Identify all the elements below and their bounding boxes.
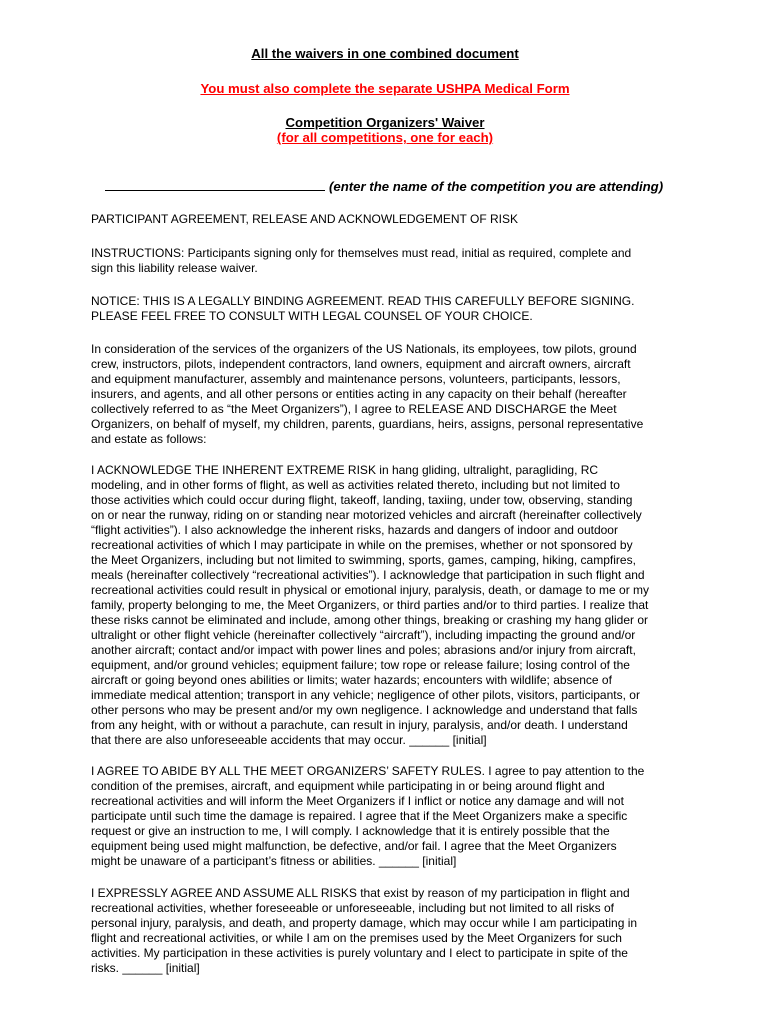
text-line: other persons who may be present and/or my own negligence. I acknowledge and understand that falls xyxy=(91,703,638,717)
waiver-subtitle: (for all competitions, one for each) xyxy=(276,130,494,145)
text-line: flight and recreational activities, or while I am on the premises used by the Meet Organizers for such xyxy=(91,931,622,945)
text-line: recreational activities of which I may participate in while on the premises, whether or not sponsored by xyxy=(91,538,633,552)
text-line: I ACKNOWLEDGE THE INHERENT EXTREME RISK in hang gliding, ultralight, paragliding, RC xyxy=(91,463,599,477)
text-line: risks. ______ [initial] xyxy=(91,961,200,975)
instructions-paragraph xyxy=(91,246,691,276)
competition-name-line xyxy=(105,179,663,194)
text-line: recreational activities, whether foreseeable or unforeseeable, including but not limited to all risks of xyxy=(91,901,614,915)
text-line: and estate as follows: xyxy=(91,432,207,446)
competition-name-instruction: (enter the name of the competition you are attending) xyxy=(329,179,664,194)
text-line: aircraft or going beyond ones abilities or limits; water hazards; encounters with wildlife; absence of xyxy=(91,673,612,687)
text-line: those activities which could occur during flight, takeoff, landing, taxiing, under tow, observing, standing xyxy=(91,493,633,507)
text-line: family, property belonging to me, the Meet Organizers, or third parties and/or to third parties. I realize that xyxy=(91,598,649,612)
text-line: INSTRUCTIONS: Participants signing only for themselves must read, initial as required, complete and xyxy=(91,246,632,260)
text-line: PARTICIPANT AGREEMENT, RELEASE AND ACKNOWLEDGEMENT OF RISK xyxy=(91,212,518,226)
competition-name-field[interactable] xyxy=(105,179,325,191)
text-line: personal injury, paralysis, and death, and property damage, which may occur while I am participating in xyxy=(91,916,638,930)
text-line: immediate medical attention; transport in any vehicle; negligence of other pilots, visitors, participants, or xyxy=(91,688,640,702)
text-line: Organizers, on behalf of myself, my children, parents, guardians, heirs, assigns, personal representative xyxy=(91,417,644,431)
text-line: sign this liability release waiver. xyxy=(91,261,258,275)
text-line: these risks cannot be eliminated and include, among other things, breaking or crashing my hang glider or xyxy=(91,613,648,627)
text-line: meals (hereinafter collectively “recreational activities”). I acknowledge that participation in such flight and xyxy=(91,568,645,582)
assume-risks-paragraph xyxy=(91,886,691,976)
medical-form-notice[interactable]: You must also complete the separate USHPA Medical Form xyxy=(200,81,570,96)
consideration-paragraph xyxy=(91,342,691,447)
text-line: and equipment manufacturer, assembly and maintenance persons, volunteers, participants, lessors, xyxy=(91,372,621,386)
text-line: I AGREE TO ABIDE BY ALL THE MEET ORGANIZERS’ SAFETY RULES. I agree to pay attention to the xyxy=(91,764,645,778)
text-line: equipment, and/or ground vehicles; equipment failure; tow rope or release failure; losing control of the xyxy=(91,658,630,672)
text-line: that there are also unforeseeable accidents that may occur. ______ [initial] xyxy=(91,733,487,747)
text-line: ultralight or other flight vehicle (hereinafter collectively “aircraft”), including impacting the ground and/or xyxy=(91,628,636,642)
text-line: might be unaware of a participant’s fitness or abilities. ______ [initial] xyxy=(91,854,457,868)
document-title: All the waivers in one combined document xyxy=(251,46,519,61)
text-line: activities. My participation in these activities is purely voluntary and I elect to participate in spite of the xyxy=(91,946,628,960)
text-line: recreational activities could result in physical or emotional injury, paralysis, death, or damage to me or my xyxy=(91,583,650,597)
text-line: another aircraft; contact and/or impact with power lines and poles; abrasions and/or injury from aircraft, xyxy=(91,643,636,657)
waiver-title: Competition Organizers' Waiver xyxy=(285,115,485,130)
text-line: recreational activities and will inform the Meet Organizers if I inflict or notice any damage and will not xyxy=(91,794,624,808)
agreement-heading xyxy=(91,212,691,227)
text-line: PLEASE FEEL FREE TO CONSULT WITH LEGAL COUNSEL OF YOUR CHOICE. xyxy=(91,309,533,323)
text-line: insurers, and agents, and all other persons or entities acting in any capacity on their behalf (hereafter xyxy=(91,387,627,401)
notice-paragraph xyxy=(91,294,691,324)
text-line: NOTICE: THIS IS A LEGALLY BINDING AGREEMENT. READ THIS CAREFULLY BEFORE SIGNING. xyxy=(91,294,635,308)
text-line: equipment being used might malfunction, be defective, and/or fail. I agree that the Meet Organizers xyxy=(91,839,617,853)
text-line: collectively referred to as “the Meet Organizers”), I agree to RELEASE AND DISCHARGE the Meet xyxy=(91,402,617,416)
text-line: condition of the premises, aircraft, and equipment while participating in or being around flight and xyxy=(91,779,605,793)
safety-rules-paragraph xyxy=(91,764,691,869)
text-line: from any height, with or without a parachute, can result in injury, paralysis, and/or death. I understand xyxy=(91,718,628,732)
text-line: crew, instructors, pilots, independent contractors, land owners, equipment and aircraft owners, aircraft xyxy=(91,357,631,371)
text-line: request or give an instruction to me, I will comply. I acknowledge that it is entirely possible that the xyxy=(91,824,610,838)
text-line: “flight activities”). I also acknowledge the inherent risks, hazards and dangers of indoor and outdoor xyxy=(91,523,618,537)
text-line: modeling, and in other forms of flight, as well as activities related thereto, including but not limited to xyxy=(91,478,620,492)
text-line: the Meet Organizers, including but not limited to swimming, sports, games, camping, hiking, campfires, xyxy=(91,553,636,567)
text-line: participate until such time the damage is repaired. I agree that if the Meet Organizers make a specific xyxy=(91,809,628,823)
text-line: on or near the runway, riding on or standing near motorized vehicles and aircraft (hereinafter collectively xyxy=(91,508,642,522)
text-line: In consideration of the services of the organizers of the US Nationals, its employees, tow pilots, ground xyxy=(91,342,637,356)
text-line: I EXPRESSLY AGREE AND ASSUME ALL RISKS that exist by reason of my participation in flight and xyxy=(91,886,630,900)
acknowledge-risk-paragraph xyxy=(91,463,691,748)
